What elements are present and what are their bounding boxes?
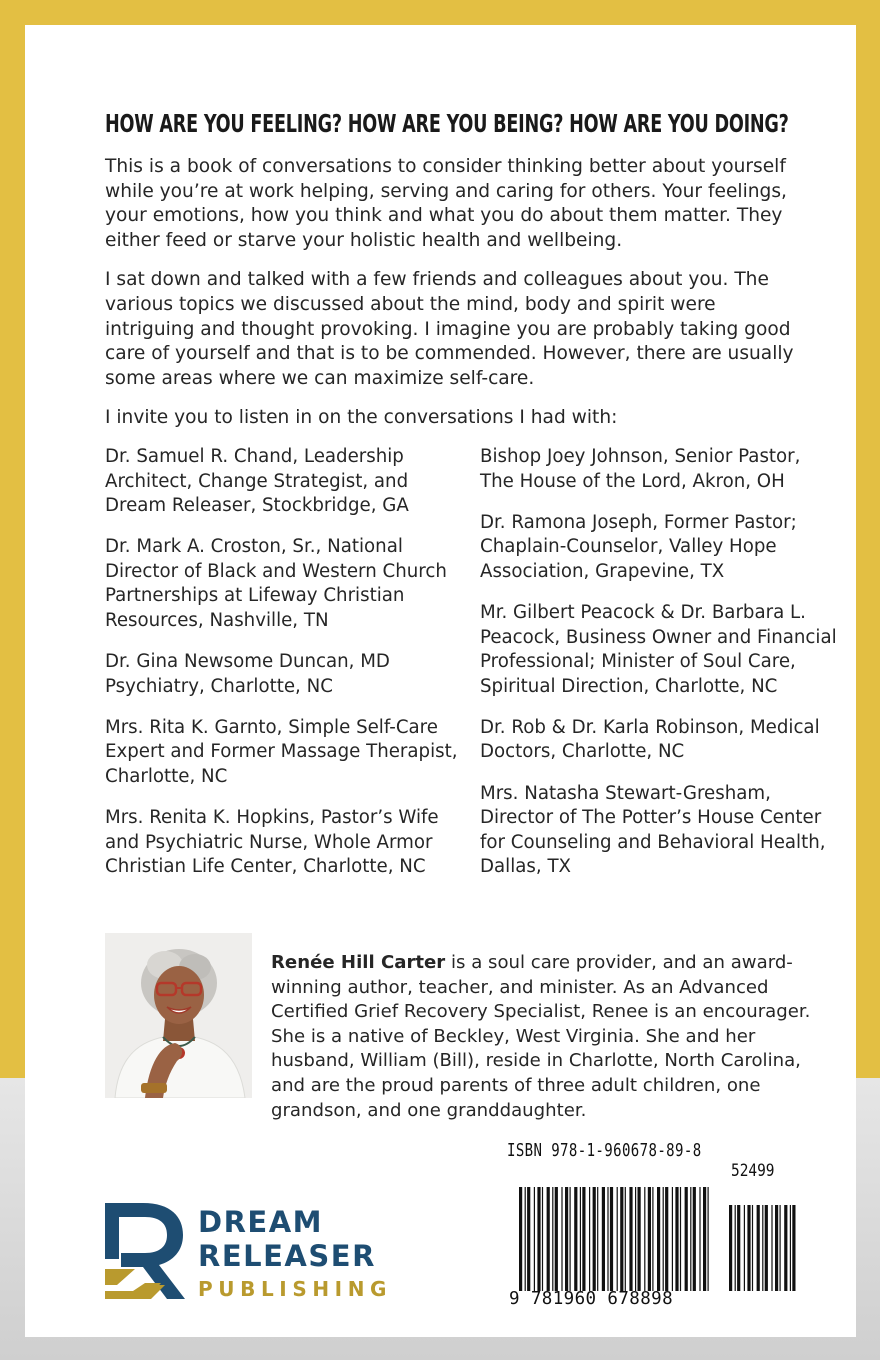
author-bio	[271, 951, 831, 1123]
intro-paragraph-3: I invite you to listen in on the conversations I had with:	[105, 407, 618, 429]
contributor-entry: Bishop Joey Johnson, Senior Pastor, The House of the Lord, Akron, OH	[480, 446, 801, 492]
isbn-barcode	[503, 1137, 803, 1315]
contributor-entry: Mrs. Rita K. Garnto, Simple Self-Care Expert and Former Massage Therapist, Charlotte, NC	[105, 716, 458, 788]
contributor-entry: Dr. Samuel R. Chand, Leadership Architect, Change Strategist, and Dream Releaser, Stockbridge, GA	[105, 446, 409, 517]
contributor-entry: Dr. Rob & Dr. Karla Robinson, Medical Doctors, Charlotte, NC	[480, 716, 820, 763]
isbn-label: ISBN 978-1-960678-89-8	[507, 1140, 702, 1161]
contributor-entry: Dr. Ramona Joseph, Former Pastor; Chaplain-Counselor, Valley Hope Association, Grapevine, TX	[480, 511, 797, 582]
publisher-name-line-2: RELEASER	[198, 1239, 376, 1273]
contributor-entry: Mr. Gilbert Peacock & Dr. Barbara L. Peacock, Business Owner and Financial Professional; Minister of Soul Care, Spiritual Direction, Charlotte, NC	[480, 601, 837, 697]
publisher-r-mark-icon	[105, 1203, 195, 1303]
contributor-entry: Dr. Gina Newsome Duncan, MD Psychiatry, Charlotte, NC	[105, 651, 390, 697]
publisher-name-line-3: PUBLISHING	[198, 1277, 393, 1301]
publisher-logo	[105, 1203, 425, 1303]
headline: HOW ARE YOU FEELING? HOW ARE YOU BEING? HOW ARE YOU DOING?	[105, 109, 789, 138]
contributors-left-column	[105, 445, 465, 896]
contributor-entry: Dr. Mark A. Croston, Sr., National Director of Black and Western Church Partnerships at Lifeway Christian Resources, Nashville, TN	[105, 536, 447, 632]
ean-digits: 9 781960 678898	[509, 1289, 674, 1309]
contributor-entry: Mrs. Renita K. Hopkins, Pastor’s Wife and Psychiatric Nurse, Whole Armor Christian Life Center, Charlotte, NC	[105, 807, 439, 878]
intro-paragraph-2: I sat down and talked with a few friends and colleagues about you. The various topics we discussed about the mind, body and spirit were intriguing and thought provoking. I imagine you are probably taking good care of yourself and that is to be commended. However, there are usually some areas where we can maximize self-care.	[105, 269, 794, 389]
contributors-right-column	[480, 445, 840, 896]
author-name: Renée Hill Carter	[271, 952, 446, 974]
price-code: 52499	[731, 1161, 775, 1181]
publisher-name-line-1: DREAM	[198, 1205, 324, 1239]
intro-paragraph-1: This is a book of conversations to consider thinking better about yourself while you’re at work helping, serving and caring for others. Your feelings, your emotions, how you think and what you do about them matter. They either feed or starve your holistic health and wellbeing.	[105, 156, 787, 251]
back-cover-panel	[25, 25, 856, 1337]
contributor-entry: Mrs. Natasha Stewart-Gresham, Director of The Potter’s House Center for Counseling and Behavioral Health, Dallas, TX	[480, 782, 826, 878]
author-portrait-illustration	[105, 933, 252, 1098]
author-photo	[105, 933, 252, 1098]
intro-text	[105, 155, 795, 446]
author-bio-text: is a soul care provider, and an award-winning author, teacher, and minister. As an Advanced Certified Grief Recovery Specialist, Renee is an encourager. She is a native of Beckley, West Virginia. She and her husband, William (Bill), reside in Charlotte, North Carolina, and are the proud parents of three adult children, one grandson, and one granddaughter.	[271, 952, 811, 1121]
